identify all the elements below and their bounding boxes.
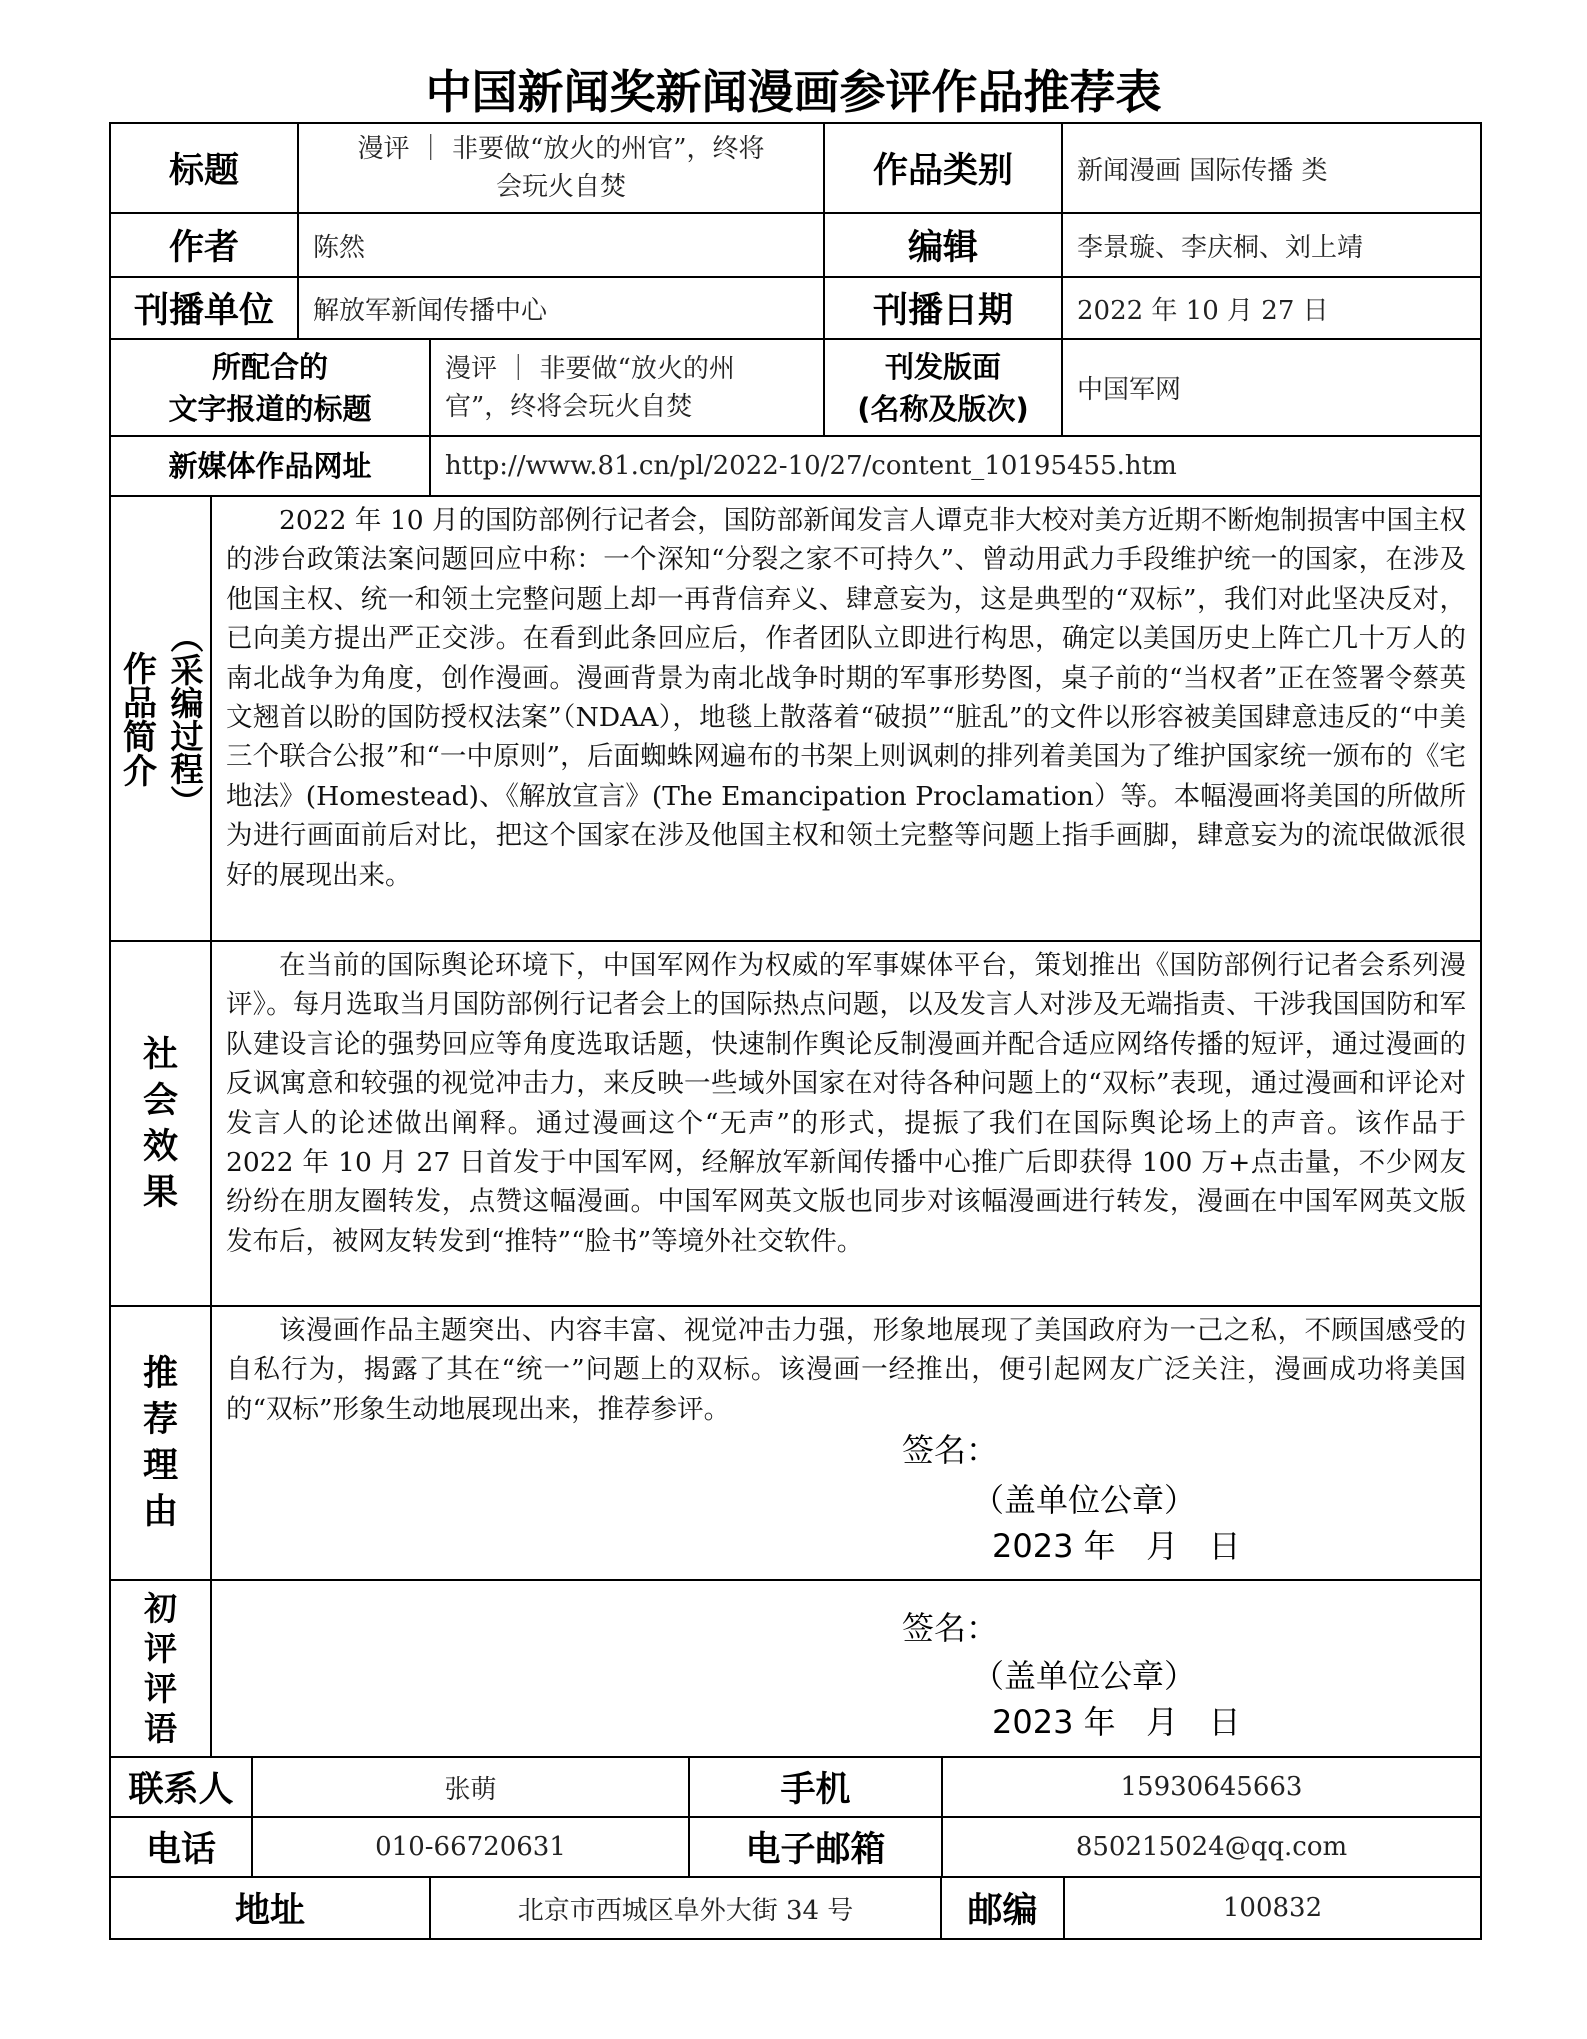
reason-seal: （盖单位公章） bbox=[972, 1481, 1197, 1519]
category-label-text: 作品类别 bbox=[872, 151, 1013, 191]
category-value-text: 新闻漫画 国际传播 类 bbox=[1077, 155, 1328, 186]
url-label bbox=[109, 435, 431, 497]
editor-value bbox=[1061, 212, 1482, 278]
phone-value-text: 010-66720631 bbox=[375, 1832, 566, 1862]
publisher-value bbox=[297, 276, 825, 340]
reason-text: 该漫画作品主题突出、内容丰富、视觉冲击力强，形象地展现了美国政府为一己之私，不顾国感受的自私行为，揭露了其在“统一”问题上的双标。该漫画一经推出，便引起网友广泛关注，漫画成功将美国的“双标”形象生动地展现出来，推荐参评。 bbox=[226, 1315, 1466, 1425]
pub-date-label bbox=[823, 276, 1063, 340]
postcode-value bbox=[1063, 1876, 1482, 1940]
contact-value-text: 张萌 bbox=[444, 1774, 497, 1805]
contact-label-text: 联系人 bbox=[128, 1770, 234, 1810]
category-label bbox=[823, 122, 1063, 214]
related-title-value bbox=[429, 338, 825, 437]
postcode-label bbox=[940, 1876, 1065, 1940]
reason-content bbox=[210, 1305, 1482, 1581]
author-label-text: 作者 bbox=[168, 228, 239, 268]
headline-value bbox=[297, 122, 825, 214]
headline-label-text: 标题 bbox=[168, 151, 239, 191]
effect-label bbox=[109, 940, 212, 1307]
contact-value bbox=[251, 1756, 690, 1818]
mobile-value-text: 15930645663 bbox=[1120, 1772, 1303, 1802]
publisher-value-text: 解放军新闻传播中心 bbox=[313, 295, 548, 326]
mobile-label-text: 手机 bbox=[780, 1770, 851, 1810]
edition-label-line1: 刊发版面 bbox=[884, 349, 1001, 384]
headline-value-line1: 漫评 ｜ 非要做“放火的州官”，终将 bbox=[357, 134, 765, 164]
related-title-label bbox=[109, 338, 431, 437]
edition-value-text: 中国军网 bbox=[1077, 375, 1182, 405]
related-title-label-line2: 文字报道的标题 bbox=[168, 391, 372, 426]
postcode-value-text: 100832 bbox=[1222, 1893, 1323, 1923]
edition-value bbox=[1061, 338, 1482, 437]
effect-label-text: 社会效果 bbox=[142, 1034, 178, 1213]
address-label bbox=[109, 1876, 431, 1940]
related-title-value-line1: 漫评 ｜ 非要做“放火的州 bbox=[445, 353, 735, 384]
review-label bbox=[109, 1579, 212, 1758]
phone-label-text: 电话 bbox=[145, 1830, 216, 1870]
pub-date-value-text: 2022 年 10 月 27 日 bbox=[1077, 295, 1329, 326]
mobile-label bbox=[688, 1756, 943, 1818]
review-label-text: 初评评语 bbox=[144, 1588, 177, 1748]
url-label-text: 新媒体作品网址 bbox=[168, 449, 372, 483]
review-seal: （盖单位公章） bbox=[972, 1657, 1197, 1695]
phone-value bbox=[251, 1816, 690, 1878]
review-signature: 签名： bbox=[902, 1609, 999, 1647]
pub-date-label-text: 刊播日期 bbox=[872, 291, 1013, 331]
related-title-value-line2: 官”，终将会玩火自焚 bbox=[445, 391, 693, 422]
intro-content bbox=[210, 495, 1482, 942]
editor-label bbox=[823, 212, 1063, 278]
contact-label bbox=[109, 1756, 253, 1818]
address-label-text: 地址 bbox=[234, 1891, 305, 1931]
headline-value-line2: 会玩火自焚 bbox=[495, 172, 626, 202]
author-label bbox=[109, 212, 299, 278]
review-content bbox=[210, 1579, 1482, 1758]
editor-value-text: 李景璇、李庆桐、刘上靖 bbox=[1077, 232, 1364, 263]
postcode-label-text: 邮编 bbox=[967, 1891, 1038, 1931]
document-title: 中国新闻奖新闻漫画参评作品推荐表 bbox=[425, 65, 1162, 119]
email-label bbox=[688, 1816, 943, 1878]
category-value bbox=[1061, 122, 1482, 214]
reason-date: 2023 年 月 日 bbox=[992, 1527, 1241, 1565]
address-value bbox=[429, 1876, 942, 1940]
intro-main-label: 作品简介 bbox=[116, 650, 157, 787]
intro-sub-label: （采编过程） bbox=[165, 619, 205, 818]
url-value[interactable] bbox=[429, 435, 1482, 497]
pub-date-value bbox=[1061, 276, 1482, 340]
publisher-label bbox=[109, 276, 299, 340]
headline-label bbox=[109, 122, 299, 214]
intro-label bbox=[109, 495, 212, 942]
edition-label-line2: (名称及版次) bbox=[857, 391, 1029, 426]
author-value bbox=[297, 212, 825, 278]
email-link[interactable]: 850215024@qq.com bbox=[1075, 1832, 1348, 1862]
related-title-label-line1: 所配合的 bbox=[211, 349, 328, 384]
publisher-label-text: 刊播单位 bbox=[133, 291, 274, 331]
email-label-text: 电子邮箱 bbox=[745, 1830, 886, 1870]
reason-label bbox=[109, 1305, 212, 1581]
intro-text: 2022 年 10 月的国防部例行记者会，国防部新闻发言人谭克非大校对美方近期不断炮制损害中国主权的涉台政策法案问题回应中称：一个深知“分裂之家不可持久”、曾动用武力手段维护统一的国家，在涉及他国主权、统一和领土完整问题上却一再背信弃义、肆意妄为，这是典型的“双标”，我们对此坚决反对，已向美方提出严正交涉。在看到此条回应后，作者团队立即进行构思，确定以美国历史上阵亡几十万人的南北战争为角度，创作漫画。漫画背景为南北战争时期的军事形势图，桌子前的“当权者”正在签署令蔡英文翘首以盼的国防授权法案”（NDAA），地毯上散落着“破损”“脏乱”的文件以形容被美国肆意违反的“中美三个联合公报”和“一中原则”，后面蜘蛛网遍布的书架上则讽刺的排列着美国为了维护国家统一颁布的《宅地法》(Homestead)、《解放宣言》(The Emancipation Proclamation）等。本幅漫画将美国的所做所为进行画面前后对比，把这个国家在涉及他国主权和领土完整等问题上指手画脚，肆意妄为的流氓做派很好的展现出来。 bbox=[226, 505, 1466, 891]
phone-label bbox=[109, 1816, 253, 1878]
email-value[interactable] bbox=[941, 1816, 1482, 1878]
effect-content bbox=[210, 940, 1482, 1307]
author-value-text: 陈然 bbox=[313, 232, 366, 263]
reason-signature: 签名： bbox=[902, 1431, 999, 1469]
address-value-text: 北京市西城区阜外大街 34 号 bbox=[517, 1895, 854, 1926]
reason-label-text: 推荐理由 bbox=[142, 1354, 178, 1532]
effect-text: 在当前的国际舆论环境下，中国军网作为权威的军事媒体平台，策划推出《国防部例行记者会系列漫评》。每月选取当月国防部例行记者会上的国际热点问题，以及发言人对涉及无端指责、干涉我国国防和军队建设言论的强势回应等角度选取话题，快速制作舆论反制漫画并配合适应网络传播的短评，通过漫画的反讽寓意和较强的视觉冲击力，来反映一些域外国家在对待各种问题上的“双标”表现，通过漫画和评论对发言人的论述做出阐释。通过漫画这个“无声”的形式，提振了我们在国际舆论场上的声音。该作品于 2022 年 10 月 27 日首发于中国军网，经解放军新闻传播中心推广后即获得 100 万+点击量，不少网友纷纷在朋友圈转发，点赞这幅漫画。中国军网英文版也同步对该幅漫画进行转发，漫画在中国军网英文版发布后，被网友转发到“推特”“脸书”等境外社交软件。 bbox=[226, 950, 1466, 1257]
review-date: 2023 年 月 日 bbox=[992, 1703, 1241, 1741]
mobile-value bbox=[941, 1756, 1482, 1818]
editor-label-text: 编辑 bbox=[907, 228, 978, 268]
edition-label bbox=[823, 338, 1063, 437]
url-link[interactable]: http://www.81.cn/pl/2022-10/27/content_10195455.htm bbox=[445, 451, 1177, 481]
